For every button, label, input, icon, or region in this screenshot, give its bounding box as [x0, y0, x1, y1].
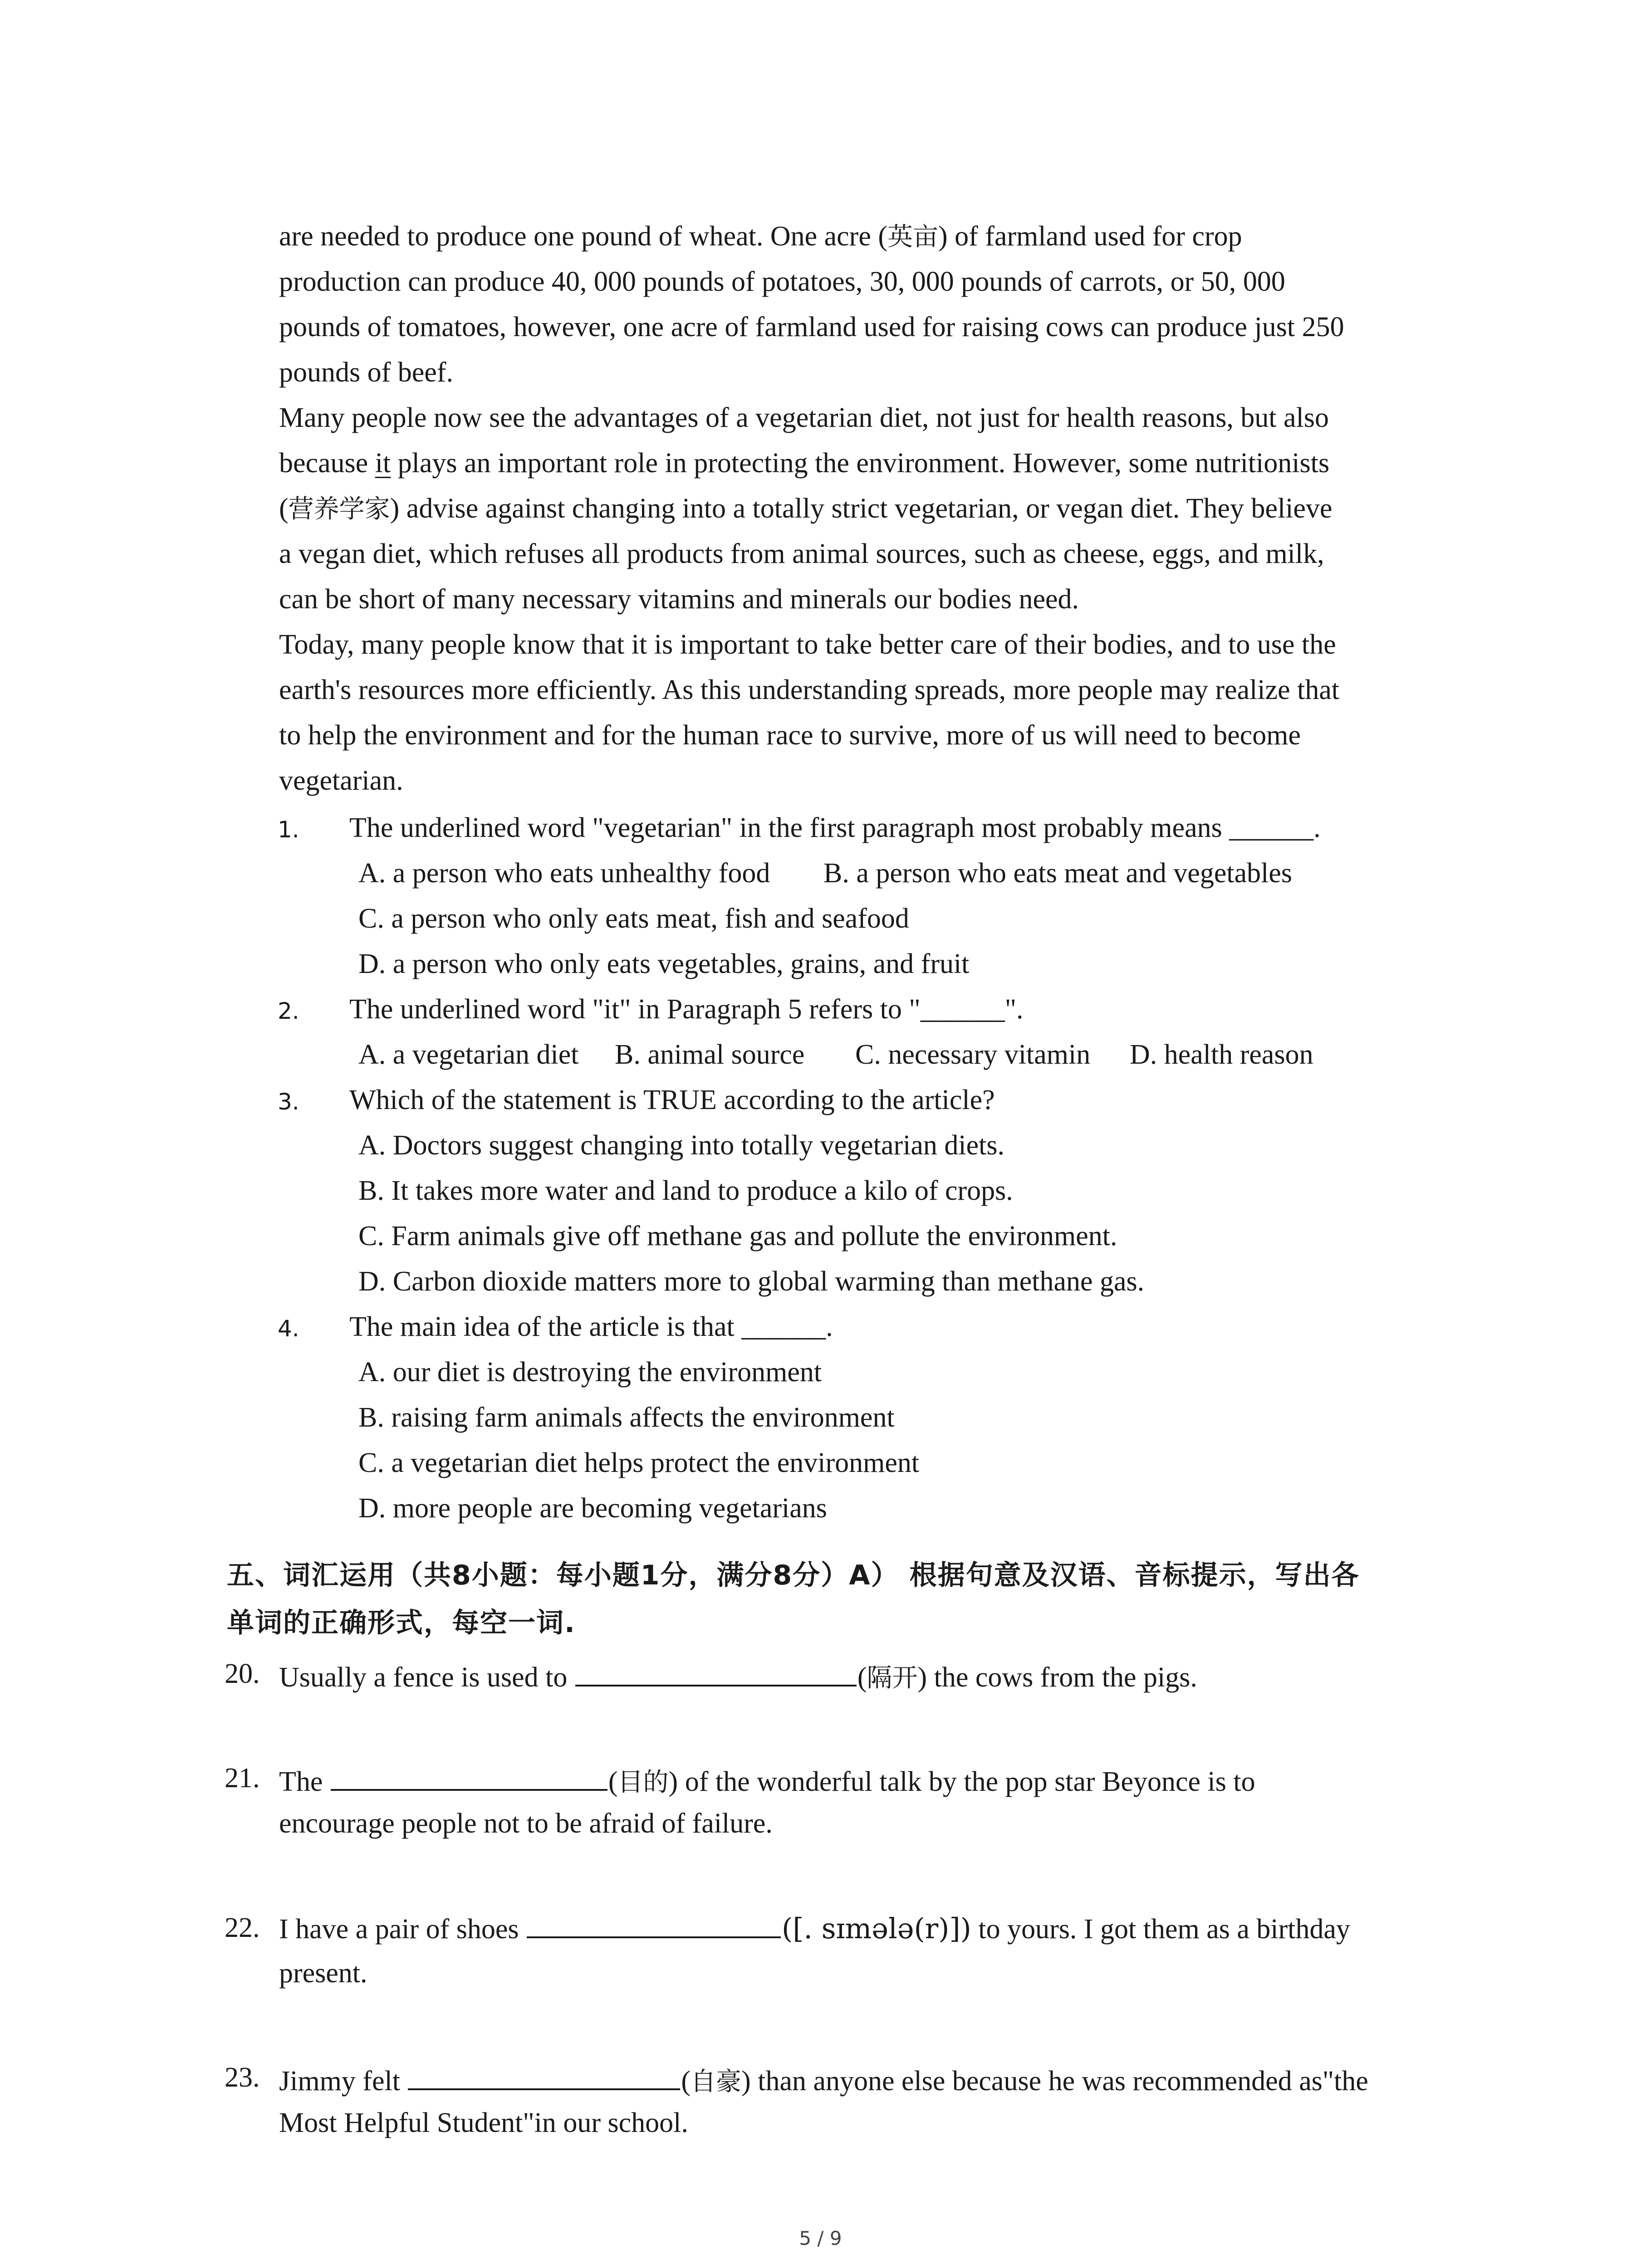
question-text: The underlined word "vegetarian" in the first paragraph most probably means ______. — [349, 812, 1321, 843]
option-b: B. raising farm animals affects the environment — [358, 1402, 895, 1433]
vocab-sentence-cont: encourage people not to be afraid of failure. — [279, 1808, 773, 1839]
question-number: 2. — [278, 998, 299, 1024]
answer-blank[interactable] — [575, 1662, 857, 1686]
sentence-text: Jimmy felt — [279, 2066, 407, 2097]
phonetic-hint: ([. sɪmələ(r)]) — [782, 1912, 971, 1945]
option-a: A. a person who eats unhealthy food — [358, 858, 770, 889]
vocab-number: 23. — [225, 2062, 260, 2093]
option-c: C. necessary vitamin — [855, 1039, 1091, 1070]
question-text: Which of the statement is TRUE according to the article? — [349, 1085, 995, 1115]
vocab-number: 22. — [225, 1912, 260, 1943]
vocab-number: 21. — [225, 1763, 260, 1794]
passage-line — [279, 222, 1242, 250]
option-d: D. a person who only eats vegetables, grains, and fruit — [358, 948, 970, 979]
passage-line: a vegan diet, which refuses all products from animal sources, such as cheese, eggs, and milk, — [279, 538, 1324, 569]
underlined-word: it — [375, 448, 391, 479]
passage-line — [279, 494, 1332, 523]
option-a: A. a vegetarian diet — [358, 1039, 579, 1070]
passage-line: earth's resources more efficiently. As this understanding spreads, more people may realize that — [279, 675, 1340, 705]
passage-line: vegetarian. — [279, 765, 403, 796]
sentence-text: ( — [857, 1662, 867, 1693]
option-b: B. It takes more water and land to produce a kilo of crops. — [358, 1175, 1013, 1206]
answer-blank[interactable] — [527, 1914, 781, 1938]
passage-line: can be short of many necessary vitamins and minerals our bodies need. — [279, 584, 1079, 615]
passage-text: ) of farmland used for crop — [938, 221, 1242, 252]
passage-text: ) advise against changing into a totally strict vegetarian, or vegan diet. They believe — [390, 493, 1332, 524]
sentence-text: ) of the wonderful talk by the pop star Beyonce is to — [668, 1766, 1255, 1797]
sentence-text: ) the cows from the pigs. — [917, 1662, 1197, 1693]
passage-text: ( — [279, 493, 289, 524]
chinese-hint: 自豪 — [691, 2067, 742, 2097]
passage-line: to help the environment and for the human race to survive, more of us will need to become — [279, 720, 1301, 751]
question-text: The main idea of the article is that ______. — [349, 1311, 833, 1342]
option-b: B. a person who eats meat and vegetables — [823, 858, 1292, 889]
sentence-text: ( — [681, 2066, 691, 2097]
option-c: C. a person who only eats meat, fish and seafood — [358, 903, 909, 934]
option-d: D. more people are becoming vegetarians — [358, 1493, 827, 1524]
section-heading: 五、词汇运用（共8小题：每小题1分，满分8分）A） 根据句意及汉语、音标提示，写出各 — [227, 1559, 1360, 1591]
passage-text: plays an important role in protecting the environment. However, some nutritionists — [391, 448, 1330, 479]
chinese-hint: 目的 — [617, 1768, 669, 1797]
question-number: 4. — [278, 1315, 299, 1342]
sentence-text: ) than anyone else because he was recommended as"the — [741, 2066, 1368, 2097]
option-d: D. Carbon dioxide matters more to global warming than methane gas. — [358, 1266, 1145, 1297]
page-number: 5 / 9 — [799, 2227, 842, 2249]
sentence-text: The — [279, 1766, 330, 1797]
vocab-sentence-cont: Most Helpful Student"in our school. — [279, 2107, 688, 2138]
passage-line: Today, many people know that it is important to take better care of their bodies, and to use the — [279, 629, 1336, 660]
vocab-sentence — [279, 1912, 1350, 1945]
chinese-gloss: 营养学家 — [288, 494, 390, 524]
sentence-text: Usually a fence is used to — [279, 1662, 574, 1693]
passage-line: Many people now see the advantages of a vegetarian diet, not just for health reasons, but also — [279, 402, 1329, 433]
passage-line — [279, 449, 1329, 477]
vocab-sentence — [279, 2062, 1368, 2098]
passage-text: because — [279, 448, 375, 479]
passage-text: are needed to produce one pound of wheat. One acre ( — [279, 221, 887, 252]
question-number: 1. — [278, 816, 299, 843]
chinese-hint: 隔开 — [867, 1663, 918, 1693]
sentence-text: ( — [608, 1766, 618, 1797]
option-d: D. health reason — [1130, 1039, 1313, 1070]
answer-blank[interactable] — [331, 1766, 607, 1791]
vocab-sentence-cont: present. — [279, 1958, 367, 1989]
sentence-text: to yours. I got them as a birthday — [971, 1914, 1350, 1945]
passage-line: production can produce 40, 000 pounds of potatoes, 30, 000 pounds of carrots, or 50, 000 — [279, 266, 1285, 297]
question-text: The underlined word "it" in Paragraph 5 refers to "______". — [349, 994, 1024, 1025]
passage-line: pounds of beef. — [279, 357, 453, 388]
option-a: A. our diet is destroying the environment — [358, 1357, 822, 1388]
option-b: B. animal source — [615, 1039, 805, 1070]
answer-blank[interactable] — [408, 2066, 680, 2090]
question-number: 3. — [278, 1089, 299, 1115]
option-c: C. a vegetarian diet helps protect the environment — [358, 1447, 920, 1478]
passage-line: pounds of tomatoes, however, one acre of farmland used for raising cows can produce just 250 — [279, 312, 1344, 342]
option-a: A. Doctors suggest changing into totally vegetarian diets. — [358, 1130, 1004, 1161]
option-c: C. Farm animals give off methane gas and pollute the environment. — [358, 1221, 1117, 1251]
vocab-number: 20. — [225, 1658, 260, 1689]
sentence-text: I have a pair of shoes — [279, 1914, 526, 1945]
vocab-sentence — [279, 1658, 1197, 1694]
vocab-sentence — [279, 1762, 1255, 1799]
chinese-gloss: 英亩 — [887, 222, 938, 252]
section-heading: 单词的正确形式，每空一词. — [227, 1607, 576, 1639]
